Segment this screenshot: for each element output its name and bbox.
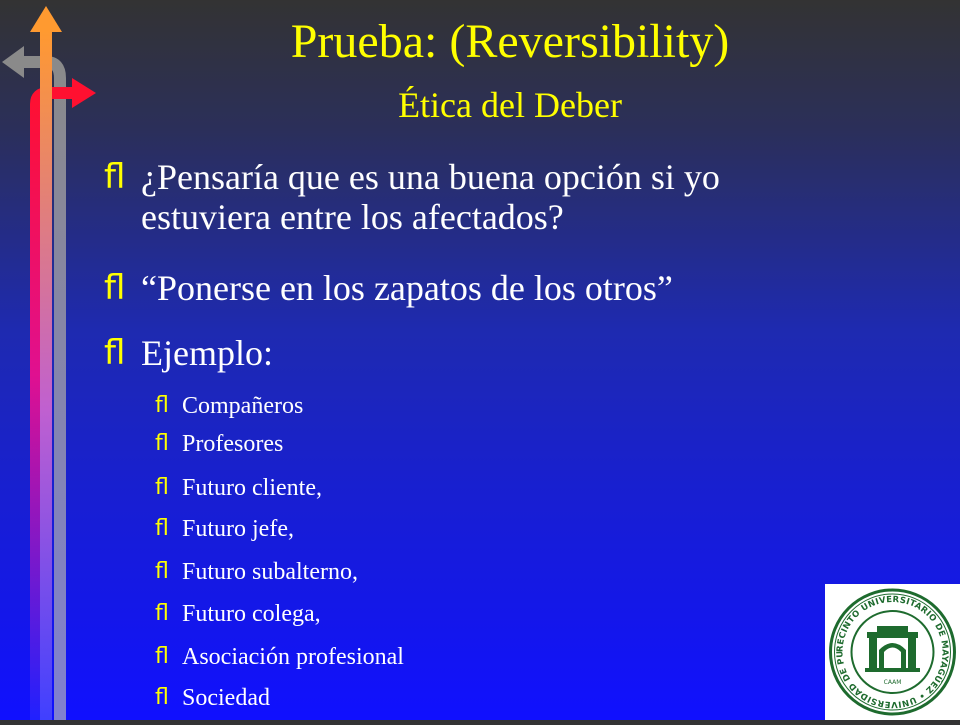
bullet-item	[104, 333, 504, 373]
sub-bullet-item	[155, 473, 655, 503]
sub-bullet-item	[155, 683, 655, 713]
sub-bullet-text: Futuro colega,	[182, 601, 321, 627]
bullet-arrow-icon: ﬂ	[155, 685, 169, 710]
bullet-arrow-icon: ﬂ	[104, 333, 126, 373]
arch-building-icon	[865, 626, 920, 672]
sub-bullet-text: Sociedad	[182, 685, 270, 711]
bullet-arrow-icon: ﬂ	[155, 516, 169, 541]
bullet-arrow-icon: ﬂ	[104, 157, 126, 197]
bullet-arrow-icon: ﬂ	[155, 559, 169, 584]
bullet-arrow-icon: ﬂ	[155, 475, 169, 500]
sub-bullet-item	[155, 599, 655, 629]
bullet-arrow-icon: ﬂ	[104, 268, 126, 308]
bullet-text: Ejemplo:	[141, 333, 273, 373]
orange-arrow-icon	[40, 30, 52, 720]
sub-bullet-item	[155, 514, 655, 544]
university-seal-logo	[825, 584, 960, 720]
slide-title: Prueba: (Reversibility)	[290, 15, 730, 68]
seal-center-text: CAAM	[883, 679, 902, 686]
bullet-arrow-icon: ﬂ	[155, 601, 169, 626]
sub-bullet-item	[155, 642, 655, 672]
sub-bullet-text: Compañeros	[182, 393, 304, 419]
sub-bullet-item	[155, 391, 655, 421]
bullet-item	[104, 157, 824, 237]
sub-bullet-text: Profesores	[182, 431, 284, 457]
sub-bullet-text: Futuro jefe,	[182, 516, 294, 542]
sub-bullet-item	[155, 429, 655, 459]
sub-bullet-item	[155, 557, 655, 587]
svg-text:RECINTO UNIVERSITARIO DE MAYAG: RECINTO UNIVERSITARIO DE MAYAGÜEZ • UNIVERSIDAD DE PU	[835, 594, 950, 710]
bullet-text: “Ponerse en los zapatos de los otros”	[141, 268, 673, 308]
bullet-text: ¿Pensaría que es una buena opción si yo estuviera entre los afectados?	[141, 157, 720, 237]
bullet-arrow-icon: ﬂ	[155, 393, 169, 418]
sub-bullet-text: Asociación profesional	[182, 644, 404, 670]
sub-bullet-text: Futuro cliente,	[182, 475, 322, 501]
bullet-arrow-icon: ﬂ	[155, 644, 169, 669]
decorative-arrows	[0, 0, 110, 720]
bullet-item	[104, 268, 864, 308]
slide-subtitle: Ética del Deber	[398, 85, 622, 125]
bullet-arrow-icon: ﬂ	[155, 431, 169, 456]
sub-bullet-text: Futuro subalterno,	[182, 559, 358, 585]
